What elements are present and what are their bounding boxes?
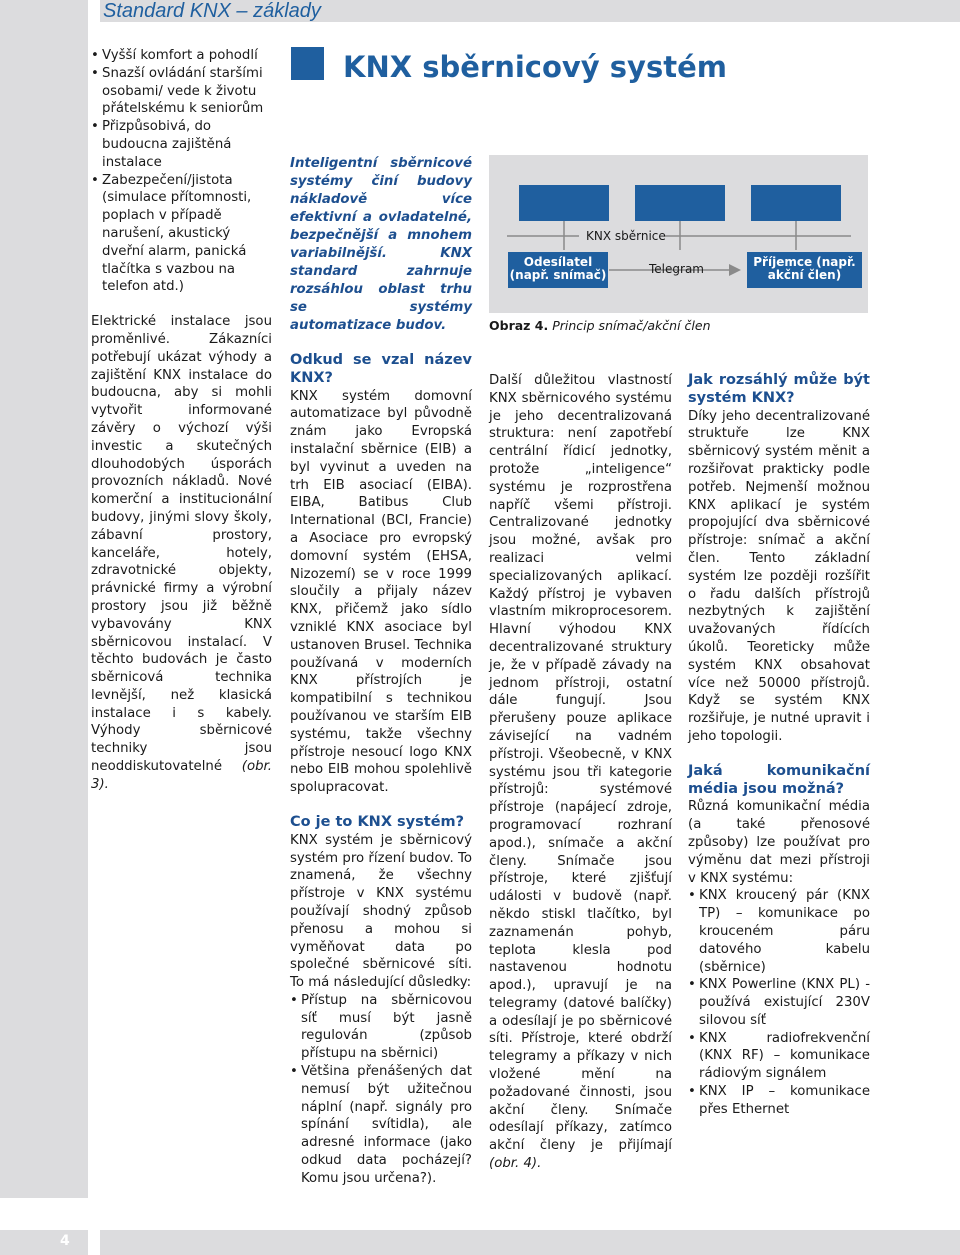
caption-text: Princip snímač/akční člen (552, 318, 711, 333)
list-item: • Vyšší komfort a pohodlí (91, 47, 272, 65)
decentralized-paragraph (489, 372, 672, 1173)
figure-reference: (obr. 3). (91, 759, 272, 792)
lead-paragraph: Inteligentní sběrnicové systémy činí budovy nákladově více efektivní a ovladatelné, bezpečnější a mnohem variabilnější. KNX standard zahrnuje rozsáhlou oblast trhu se systémy automatizace budov. (290, 156, 472, 333)
sensor-actuator-diagram (489, 155, 868, 313)
list-item: • Snazší ovládání staršími osobami/ vede k životu přátelskému k seniorům (91, 65, 272, 118)
list-item: • KNX radiofrekvenční (KNX RF) – komunikace rádiovým signálem (688, 1030, 870, 1083)
heading-what-is-knx: Co je to KNX systém? (290, 813, 465, 830)
list-item: • Většina přenášených dat nemusí být užitečnou náplní (např. signály pro spínání svítidla), ale adresné informace (jako odkud data pocházejí? Komu jsou určena?). (290, 1063, 472, 1188)
left-margin-band (0, 0, 88, 1198)
column-1 (91, 47, 272, 794)
figure-reference: (obr. 4). (489, 1156, 542, 1172)
heading-media: Jaká komunikační média jsou možná? (688, 762, 870, 797)
list-item: • KNX kroucený pár (KNX TP) – komunikace po krouceném páru datového kabelu (sběrnice) (688, 887, 870, 976)
list-item: • KNX Powerline (KNX PL) - používá existující 230V silovou síť (688, 976, 870, 1029)
column-3 (489, 372, 672, 1173)
article-title: KNX sběrnicový systém (343, 50, 727, 84)
list-item: • KNX IP – komunikace přes Ethernet (688, 1083, 870, 1119)
list-item: • Přístup na sběrnicovou síť musí být jasně regulován (způsob přístupu na sběrnici) (290, 992, 472, 1063)
consequences-list (290, 992, 472, 1188)
telegram-label: Telegram (649, 262, 704, 276)
bus-label: KNX sběrnice (586, 229, 666, 243)
paragraph-text: Další důležitou vlastností KNX sběrnicového systému je jeho decentralizovaná struktura: není zapotřebí centrální řídicí jednotky, protože „inteligence“ systému je rozprostřena napříč všemi přístroji. Centralizované jednotky jsou možné, avšak pro realizaci velmi specializovaných aplikací. Každý přístroj je vybaven vlastním mikroprocesorem. Hlavní výhodou KNX decentralizované struktury je, že v případě závady na jednom přístroji, ostatní dále fungují. Jsou přerušeny pouze aplikace závisející na vadném přístroji. Všeobecně, v KNX systému jsou tři kategorie přístrojů: systémové přístroje (napájecí zdroje, programovací rozhraní apod.), snímače a akční členy. Snímače jsou přístroje, které zjišťují události v budově (např. někdo stiskl tlačítko, byl zaznamenán pohyb, teplota klesla pod nastavenou hodnotu apod.), upravují je na telegramy (datové balíčky) a odesílají je po sběrnicové síti. Přístroje, které obdrží telegramy a příkazy v nich vložené mění na požadované činnosti, jsou akční členy. Snímače odesílají příkazy, zatímco akční členy je přijímají (489, 373, 672, 1154)
running-header-title: Standard KNX – základy (103, 0, 321, 22)
sender-box: Odesílatel (např. snímač) (508, 252, 608, 288)
paragraph-origin: KNX systém domovní automatizace byl původně znám jako Evropská instalační sběrnice (EIB) a byl vyvinut a uveden na trh EIB asociací (EIBA). EIBA, Batibus Club International (BCI, Francie) a Asociace pro evropský domovní systém (EHSA, Nizozemí) se v roce 1999 sloučily a přijaly název KNX, přičemž jako sídlo vzniklé KNX asociace byl ustanoven Brusel. Technika používaná v moderních KNX přístrojích je kompatibilní s technikou používanou ve starším EIB systému, takže všechny přístroje nesoucí logo KNX nebo EIB mohou spolehlivě spolupracovat. (290, 388, 472, 796)
column-2 (290, 155, 472, 1188)
receiver-box: Příjemce (např. akční člen) (747, 252, 862, 288)
bus-lines (489, 155, 868, 313)
title-square-marker (291, 47, 324, 80)
caption-label: Obraz 4. (489, 318, 549, 333)
paragraph-media: Různá komunikační média (a také přenosové způsoby) lze používat pro výměnu dat mezi přístroji v KNX systému: (688, 799, 870, 886)
paragraph-what-is-knx: KNX systém je sběrnicový systém pro řízení budov. To znamená, že všechny přístroje v KNX systému používají shodný způsob přenosu a mohou si vyměňovat data po společné sběrnicové síti. To má následující důsledky: (290, 832, 472, 991)
paragraph-system-size: Díky jeho decentralizované struktuře lze KNX sběrnicový systém měnit a rozšiřovat prakticky podle potřeb. Nejmenší možnou KNX aplikací je systém propojující dva sběrnicové přístroje: snímač a akční člen. Tento základní systém lze později rozšířit o řadu dalších přístrojů nezbytných k zajištění uvažovaných řídících úkolů. Teoreticky může systém KNX obsahovat více než 50000 přístrojů. Když se systém KNX rozšiřuje, je nutné upravit i jeho topologii. (688, 408, 870, 744)
column-4 (688, 372, 870, 1119)
paragraph-text: Elektrické instalace jsou proměnlivé. Zákazníci potřebují ukázat výhody a zajištění KNX instalace do budoucna, aby si mohli vytvořit informované závěry o výchozí výši investic a skutečných dlouhodobých úsporách provozních nákladů. Nové komerční a institucionální budovy, jinými slovy školy, zábavní prostory, kanceláře, hotely, zdravotnické objekty, právnické firmy a výrobní prostory jsou již běžně vybavovány KNX sběrnicovou instalací. V těchto budovách je často sběrnicová technika levnější, než klasická instalace i s kabely. Výhody sběrnicové techniky jsou neoddiskutovatelné (91, 314, 272, 775)
heading-system-size: Jak rozsáhlý může být systém KNX? (688, 372, 870, 406)
footer-gap (88, 1230, 100, 1255)
list-item: • Přizpůsobivá, do budoucna zajištěná instalace (91, 118, 272, 171)
footer-bar (0, 1230, 960, 1255)
media-list (688, 887, 870, 1118)
list-item: • Zabezpečení/jistota (simulace přítomnosti, poplach v případě narušení, akustický dveřní alarm, panická tlačítka s vazbou na telefon atd.) (91, 172, 272, 297)
intro-paragraph (91, 313, 272, 794)
benefits-list (91, 47, 272, 296)
page-number: 4 (60, 1233, 70, 1249)
heading-origin: Odkud se vzal název KNX? (290, 352, 472, 386)
header-gap (88, 0, 100, 22)
figure-caption (489, 318, 711, 333)
